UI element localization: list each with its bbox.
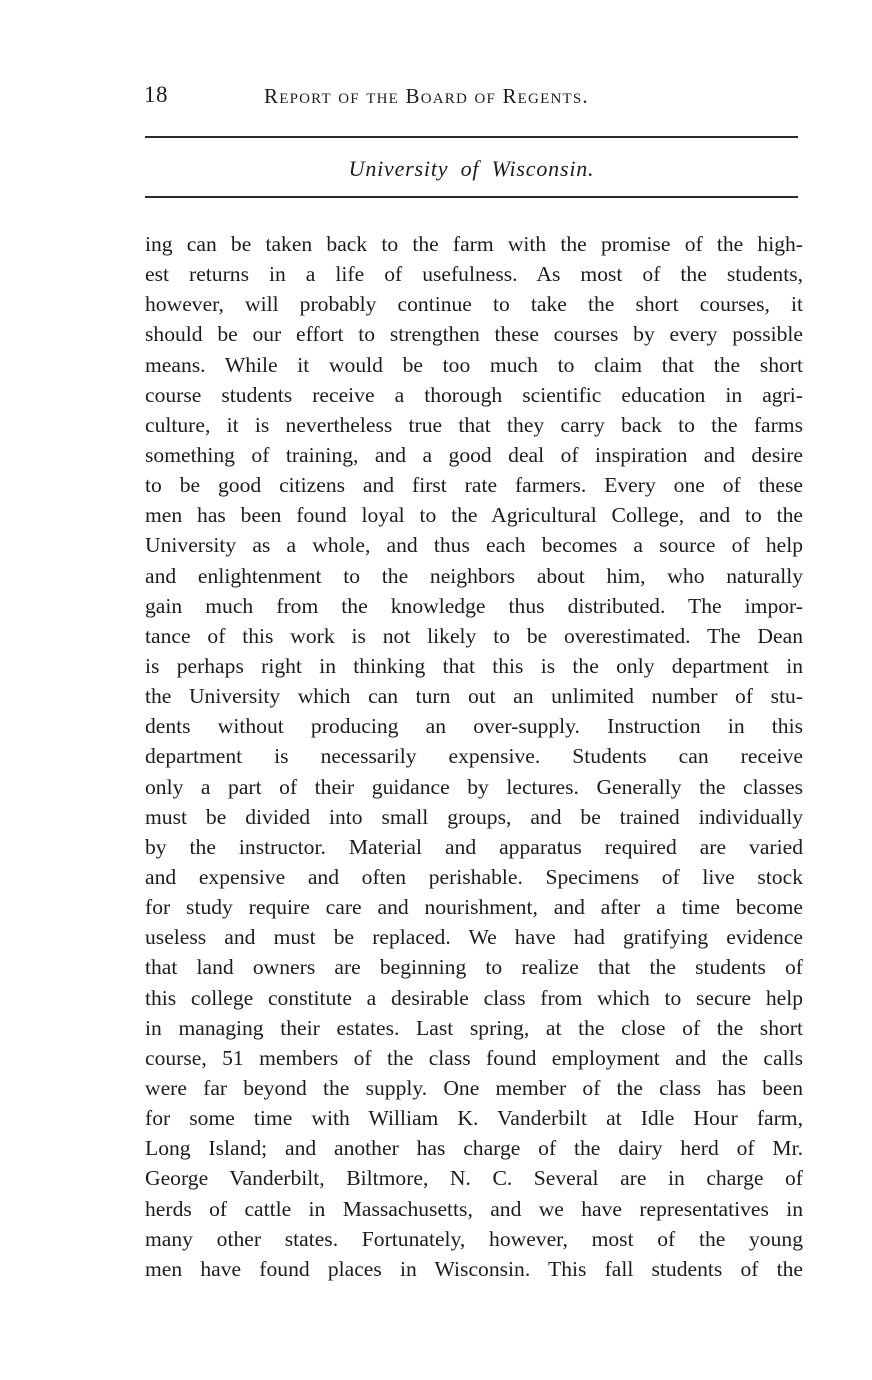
header-rule-bottom bbox=[145, 196, 798, 198]
section-title: University of Wisconsin. bbox=[348, 156, 595, 181]
text-line: department is necessarily expensive. Students can receive bbox=[145, 744, 803, 769]
text-line: many other states. Fortunately, however, most of the young bbox=[145, 1226, 803, 1251]
running-title: Report of the Board of Regents. bbox=[264, 84, 589, 108]
text-line: useless and must be replaced. We have had gratifying evidence bbox=[145, 925, 803, 950]
text-line: only a part of their guidance by lectures. Generally the classes bbox=[145, 774, 803, 799]
text-line: were far beyond the supply. One member of the class has been bbox=[145, 1075, 803, 1100]
text-line: men have found places in Wisconsin. This fall students of the bbox=[145, 1256, 803, 1281]
text-line: however, will probably continue to take the short courses, it bbox=[145, 292, 803, 317]
text-line: for some time with William K. Vanderbilt at Idle Hour farm, bbox=[145, 1106, 803, 1131]
text-line: ing can be taken back to the farm with the promise of the high- bbox=[145, 232, 803, 256]
text-line: course, 51 members of the class found employment and the calls bbox=[145, 1045, 803, 1070]
text-line: that land owners are beginning to realize that the students of bbox=[145, 955, 803, 980]
text-line: George Vanderbilt, Biltmore, N. C. Several are in charge of bbox=[145, 1166, 803, 1191]
header-rule-top bbox=[145, 136, 798, 138]
text-line: tance of this work is not likely to be overestimated. The Dean bbox=[145, 623, 803, 648]
text-line: is perhaps right in thinking that this is the only department in bbox=[145, 653, 803, 678]
text-line: and expensive and often perishable. Specimens of live stock bbox=[145, 864, 803, 889]
text-line: should be our effort to strengthen these courses by every possible bbox=[145, 322, 803, 347]
text-line: est returns in a life of usefulness. As most of the students, bbox=[145, 262, 803, 287]
text-line: must be divided into small groups, and be trained individually bbox=[145, 804, 803, 829]
text-line: to be good citizens and first rate farmers. Every one of these bbox=[145, 473, 803, 498]
text-line: herds of cattle in Massachusetts, and we have representatives in bbox=[145, 1196, 803, 1221]
running-head bbox=[140, 82, 800, 112]
text-line: by the instructor. Material and apparatus required are varied bbox=[145, 834, 803, 859]
text-line: the University which can turn out an unlimited number of stu- bbox=[145, 684, 803, 709]
text-line: men has been found loyal to the Agricultural College, and to the bbox=[145, 503, 803, 528]
page-number: 18 bbox=[144, 82, 168, 107]
text-line: in managing their estates. Last spring, at the close of the short bbox=[145, 1015, 803, 1040]
text-line: Long Island; and another has charge of the dairy herd of Mr. bbox=[145, 1136, 803, 1161]
text-line: dents without producing an over-supply. Instruction in this bbox=[145, 714, 803, 739]
text-line: gain much from the knowledge thus distributed. The impor- bbox=[145, 593, 803, 618]
text-line: University as a whole, and thus each becomes a source of help bbox=[145, 533, 803, 558]
text-line: course students receive a thorough scientific education in agri- bbox=[145, 382, 803, 407]
body-text bbox=[145, 229, 803, 1284]
text-line: and enlightenment to the neighbors about him, who naturally bbox=[145, 563, 803, 588]
text-line: this college constitute a desirable class from which to secure help bbox=[145, 985, 803, 1010]
text-line: means. While it would be too much to claim that the short bbox=[145, 352, 803, 377]
text-line: culture, it is nevertheless true that they carry back to the farms bbox=[145, 412, 803, 437]
text-line: for study require care and nourishment, and after a time become bbox=[145, 895, 803, 920]
text-line: something of training, and a good deal of inspiration and desire bbox=[145, 442, 803, 467]
